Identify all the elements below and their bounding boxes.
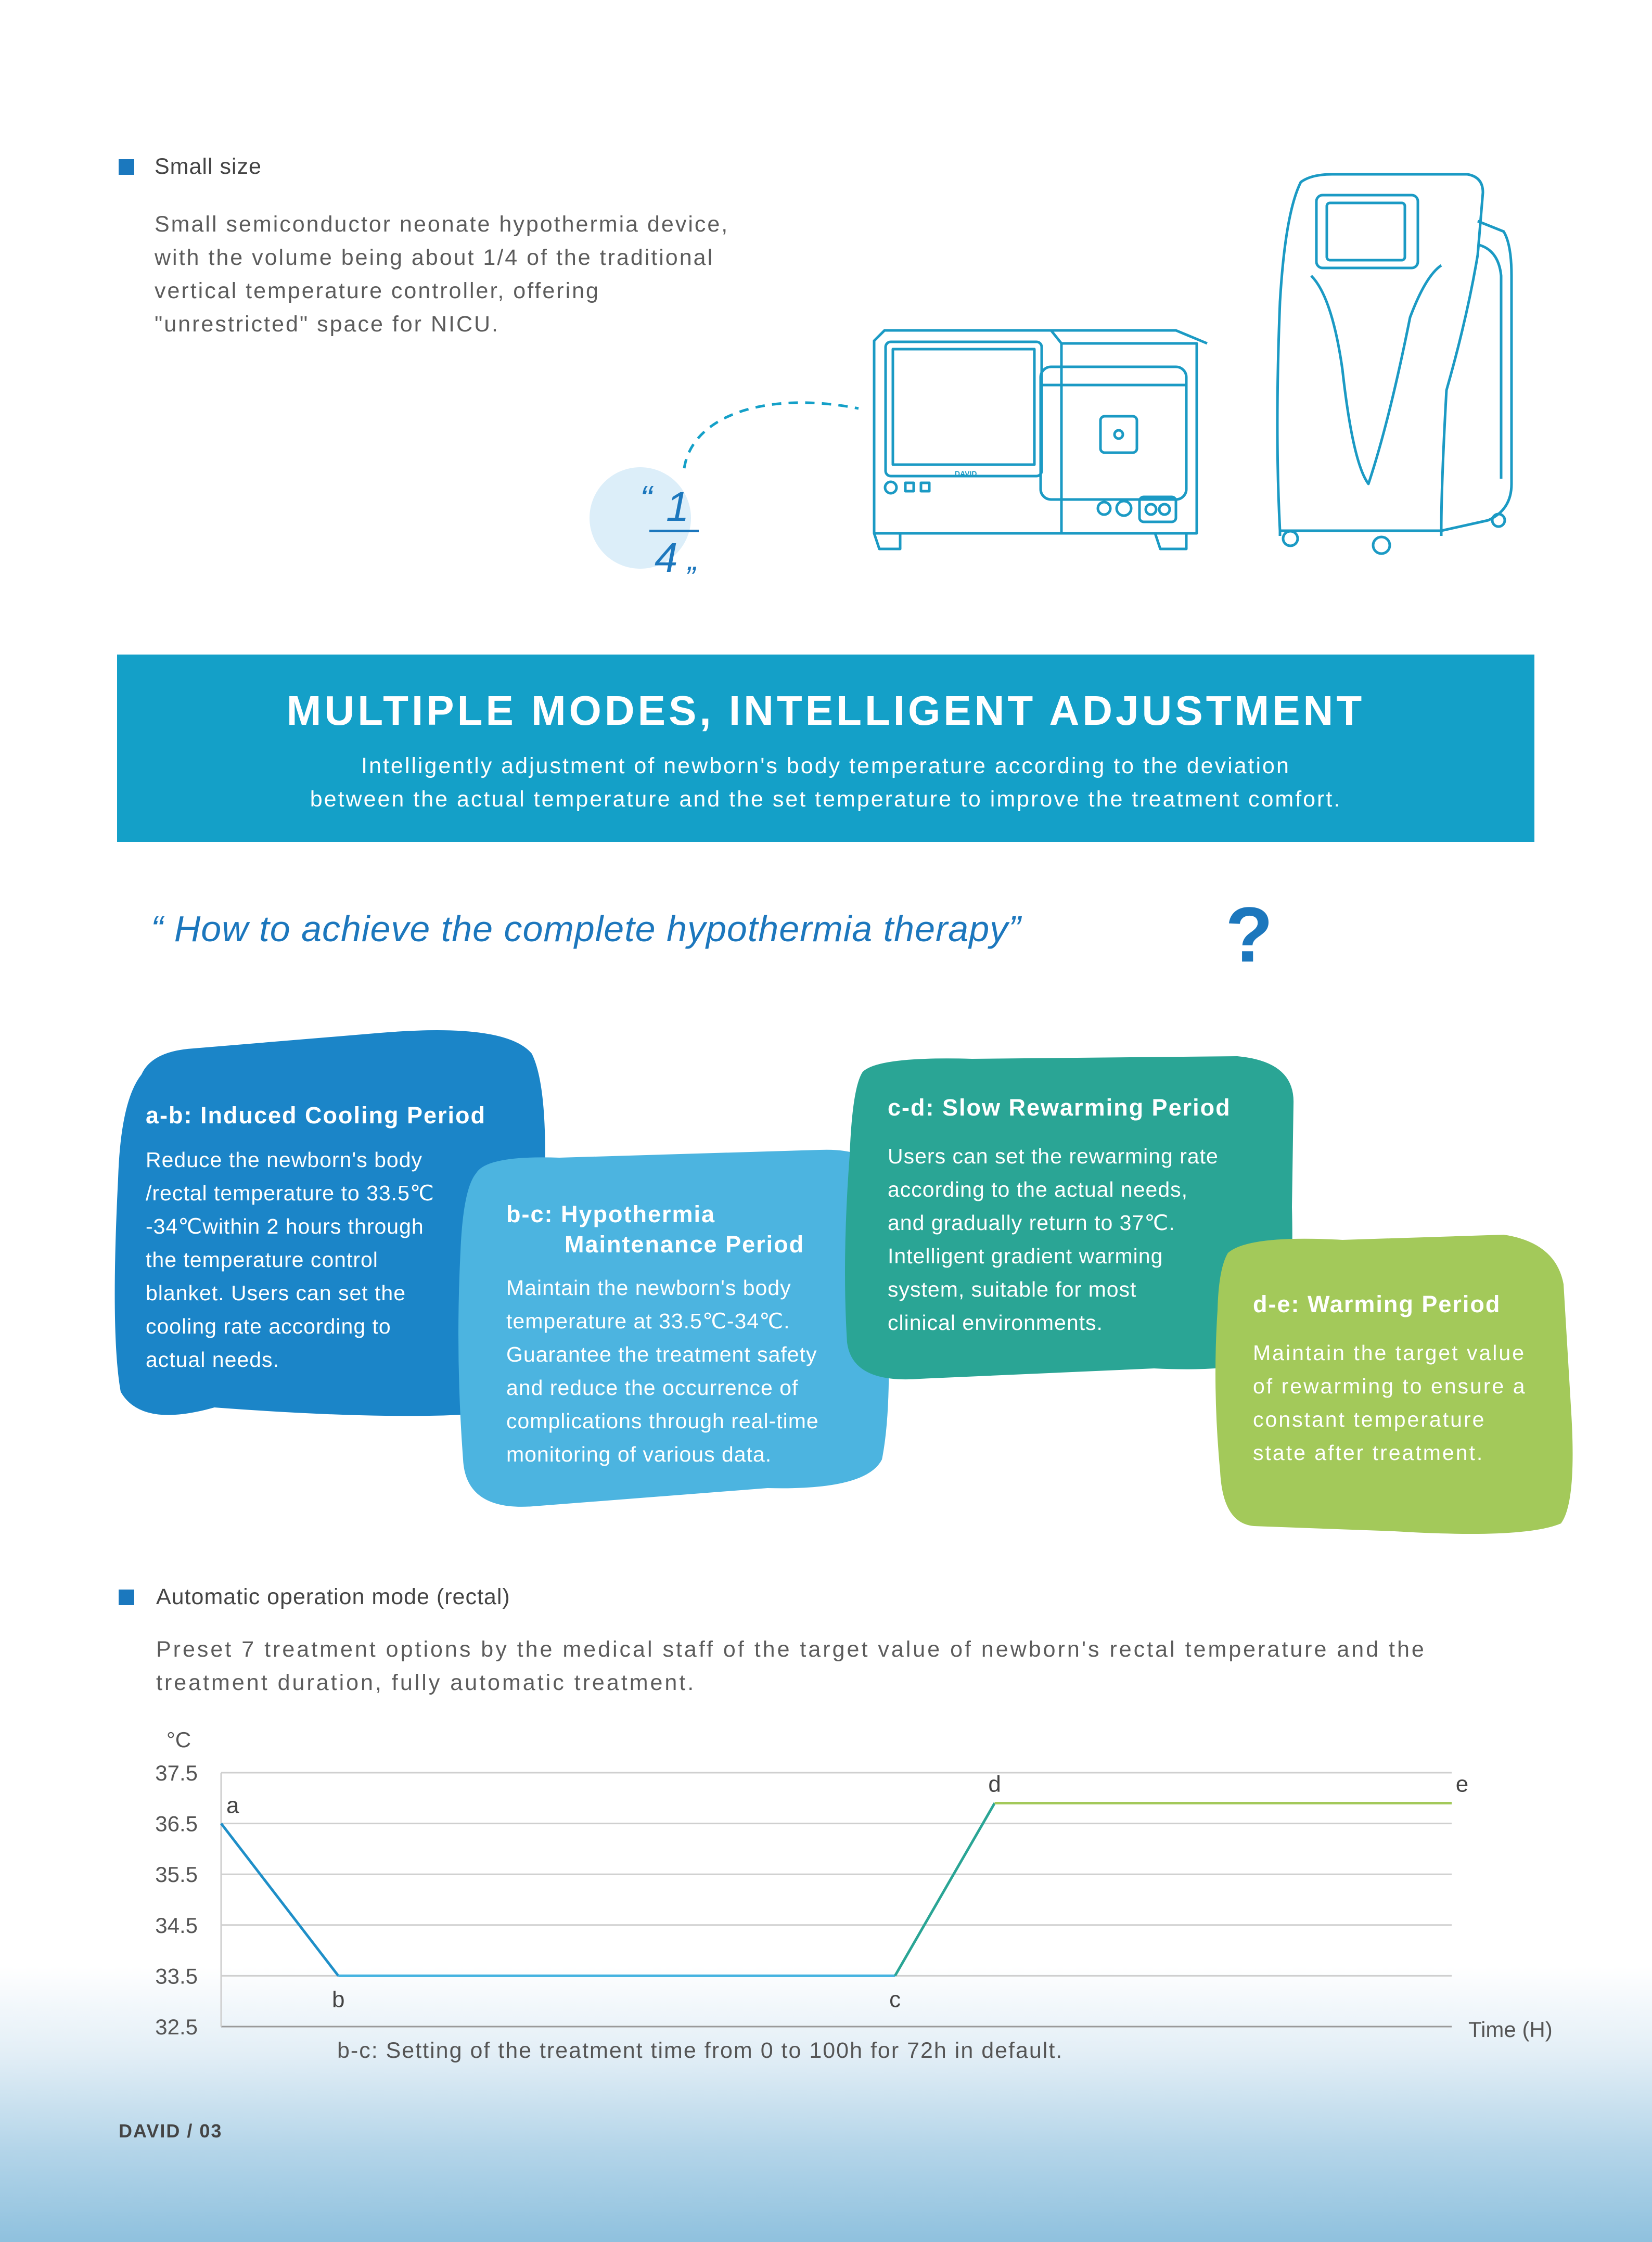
bullet-square <box>119 1590 134 1605</box>
card-line: according to the actual needs, <box>888 1177 1188 1201</box>
footer-separator: / <box>187 2120 194 2142</box>
small-size-title: Small size <box>155 154 262 179</box>
auto-mode-description <box>156 1633 1426 1699</box>
card-title: c-d: Slow Rewarming Period <box>888 1094 1231 1121</box>
text-line: Preset 7 treatment options by the medical staff of the target value of newborn's rectal temperature and the <box>156 1637 1426 1662</box>
card-line: -34℃within 2 hours through <box>146 1214 424 1238</box>
text-line: vertical temperature controller, offering <box>155 278 600 303</box>
fraction-denominator: 4 <box>655 534 678 581</box>
text-line: "unrestricted" space for NICU. <box>155 312 500 337</box>
card-line: Maintain the newborn's body <box>506 1276 791 1300</box>
card-line: cooling rate according to <box>146 1314 391 1338</box>
card-line: and reduce the occurrence of <box>506 1376 799 1400</box>
therapy-question: “ How to achieve the complete hypothermia therapy” <box>151 908 1021 949</box>
small-size-description <box>155 208 729 341</box>
banner-title: MULTIPLE MODES, INTELLIGENT ADJUSTMENT <box>286 687 1365 734</box>
y-tick-label: 37.5 <box>155 1761 198 1785</box>
series-segment-c-d <box>895 1803 994 1976</box>
device-brand-label: DAVID <box>955 469 977 478</box>
card-line: system, suitable for most <box>888 1277 1137 1301</box>
fraction-quote-open: “ <box>640 478 652 519</box>
card-line: Maintain the target value <box>1253 1341 1526 1365</box>
banner-subtitle <box>117 749 1534 816</box>
card-line: blanket. Users can set the <box>146 1281 406 1305</box>
y-tick-label: 32.5 <box>155 2015 198 2039</box>
point-label-e: e <box>1455 1771 1469 1797</box>
card-body <box>506 1271 819 1471</box>
card-line: Users can set the rewarming rate <box>888 1144 1219 1168</box>
footer-page-number: 03 <box>199 2120 223 2142</box>
card-line: the temperature control <box>146 1248 378 1272</box>
card-line: of rewarming to ensure a <box>1253 1374 1527 1398</box>
card-title-line-1: b-c: Hypothermia <box>506 1201 716 1227</box>
card-line: complications through real-time <box>506 1409 819 1433</box>
point-label-b: b <box>331 1987 345 2013</box>
card-hypothermia-maintenance <box>455 1147 892 1511</box>
footer-brand: DAVID <box>119 2120 181 2142</box>
text-line: Small semiconductor neonate hypothermia device, <box>155 212 729 237</box>
card-title: d-e: Warming Period <box>1253 1291 1501 1317</box>
text-line: treatment duration, fully automatic treatment. <box>156 1670 696 1695</box>
card-body <box>888 1139 1219 1339</box>
card-line: /rectal temperature to 33.5℃ <box>146 1181 434 1205</box>
point-label-d: d <box>988 1771 1001 1797</box>
fraction-quote-close: „ <box>688 542 698 576</box>
card-line: state after treatment. <box>1253 1441 1484 1465</box>
y-tick-label: 33.5 <box>155 1964 198 1989</box>
card-body <box>146 1143 434 1376</box>
fraction-numerator: 1 <box>666 483 689 530</box>
card-line: Reduce the newborn's body <box>146 1148 422 1172</box>
y-axis-label: °C <box>167 1727 191 1752</box>
point-label-c: c <box>889 1987 901 2013</box>
series-segment-a-b <box>221 1824 338 1976</box>
bullet-square <box>119 159 134 175</box>
page-footer <box>119 2120 222 2142</box>
card-line: monitoring of various data. <box>506 1442 772 1466</box>
card-line: clinical environments. <box>888 1311 1103 1335</box>
card-line: Intelligent gradient warming <box>888 1244 1163 1268</box>
chart-caption: b-c: Setting of the treatment time from 0 to 100h for 72h in default. <box>337 2038 1064 2063</box>
banner-line: between the actual temperature and the set temperature to improve the treatment comfort. <box>310 787 1342 812</box>
question-mark-icon: ? <box>1225 891 1273 978</box>
point-label-a: a <box>226 1792 239 1818</box>
card-warming <box>1212 1232 1577 1539</box>
fraction-bar <box>649 530 699 532</box>
x-axis-label: Time (H) <box>1468 2017 1553 2042</box>
card-line: actual needs. <box>146 1348 279 1372</box>
card-body <box>1253 1336 1527 1469</box>
compact-device-illustration <box>864 320 1218 559</box>
y-tick-label: 35.5 <box>155 1862 198 1887</box>
dashed-arc-decoration <box>598 385 869 578</box>
auto-mode-title: Automatic operation mode (rectal) <box>156 1584 510 1609</box>
y-tick-label: 34.5 <box>155 1913 198 1938</box>
card-line: and gradually return to 37℃. <box>888 1211 1175 1235</box>
card-title-line-2: Maintenance Period <box>565 1231 805 1258</box>
text-line: with the volume being about 1/4 of the traditional <box>155 245 714 270</box>
modes-banner <box>117 655 1534 842</box>
card-title: a-b: Induced Cooling Period <box>146 1102 486 1129</box>
vertical-device-illustration <box>1270 172 1519 562</box>
card-line: constant temperature <box>1253 1407 1486 1431</box>
card-line: temperature at 33.5℃-34℃. <box>506 1309 790 1333</box>
y-tick-label: 36.5 <box>155 1811 198 1836</box>
card-line: Guarantee the treatment safety <box>506 1342 817 1366</box>
banner-line: Intelligently adjustment of newborn's body temperature according to the deviation <box>361 753 1290 778</box>
